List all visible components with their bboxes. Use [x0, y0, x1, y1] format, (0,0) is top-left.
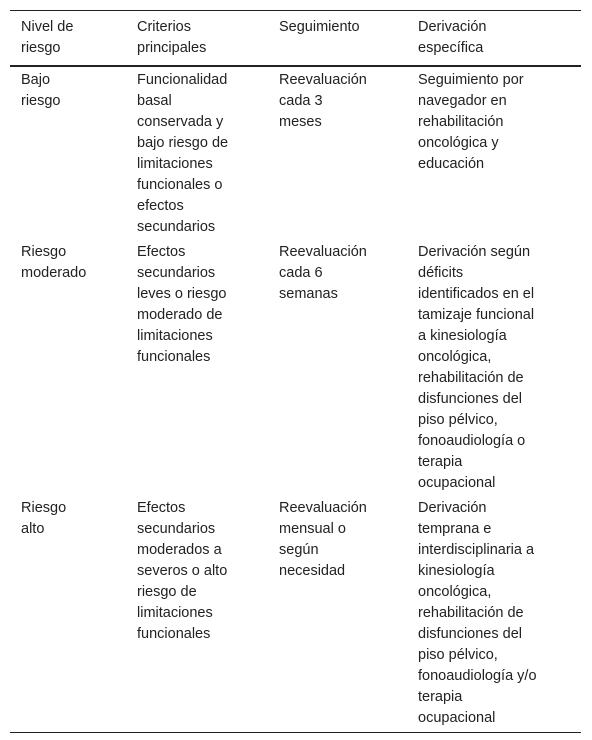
cell-follow-up: Reevaluación mensual o según necesidad	[279, 500, 367, 579]
risk-level-table-container	[10, 10, 581, 733]
table-row-high-risk	[10, 495, 581, 733]
cell-specific-referral: Derivación temprana e interdisciplinaria a kinesiología oncológica, rehabilitación de disfunciones del piso pélvico, fonoaudiología y/o terapia ocupacional	[418, 500, 537, 726]
table-row-moderate-risk	[10, 239, 581, 495]
header-main-criteria: Criterios principales	[137, 19, 207, 56]
cell-specific-referral: Seguimiento por navegador en rehabilitación oncológica y educación	[418, 72, 524, 172]
cell-follow-up: Reevaluación cada 3 meses	[279, 72, 367, 130]
cell-risk-level: Riesgo alto	[21, 500, 67, 537]
table-header	[10, 11, 581, 67]
header-row	[10, 11, 581, 67]
cell-risk-level: Bajo riesgo	[21, 72, 61, 109]
cell-risk-level: Riesgo moderado	[21, 244, 87, 281]
table-body	[10, 66, 581, 733]
header-risk-level: Nivel de riesgo	[21, 19, 74, 56]
risk-level-table	[10, 10, 581, 733]
table-row-low-risk	[10, 66, 581, 239]
cell-main-criteria: Funcionalidad basal conservada y bajo riesgo de limitaciones funcionales o efectos secundarios	[137, 72, 229, 235]
header-follow-up: Seguimiento	[279, 19, 360, 35]
cell-follow-up: Reevaluación cada 6 semanas	[279, 244, 367, 302]
cell-main-criteria: Efectos secundarios moderados a severos o alto riesgo de limitaciones funcionales	[137, 500, 228, 642]
cell-specific-referral: Derivación según déficits identificados en el tamizaje funcional a kinesiología oncológica, rehabilitación de disfunciones del piso pélvico, fonoaudiología o terapia ocupacional	[418, 244, 535, 491]
cell-main-criteria: Efectos secundarios leves o riesgo moderado de limitaciones funcionales	[137, 244, 227, 365]
header-specific-referral: Derivación específica	[418, 19, 487, 56]
